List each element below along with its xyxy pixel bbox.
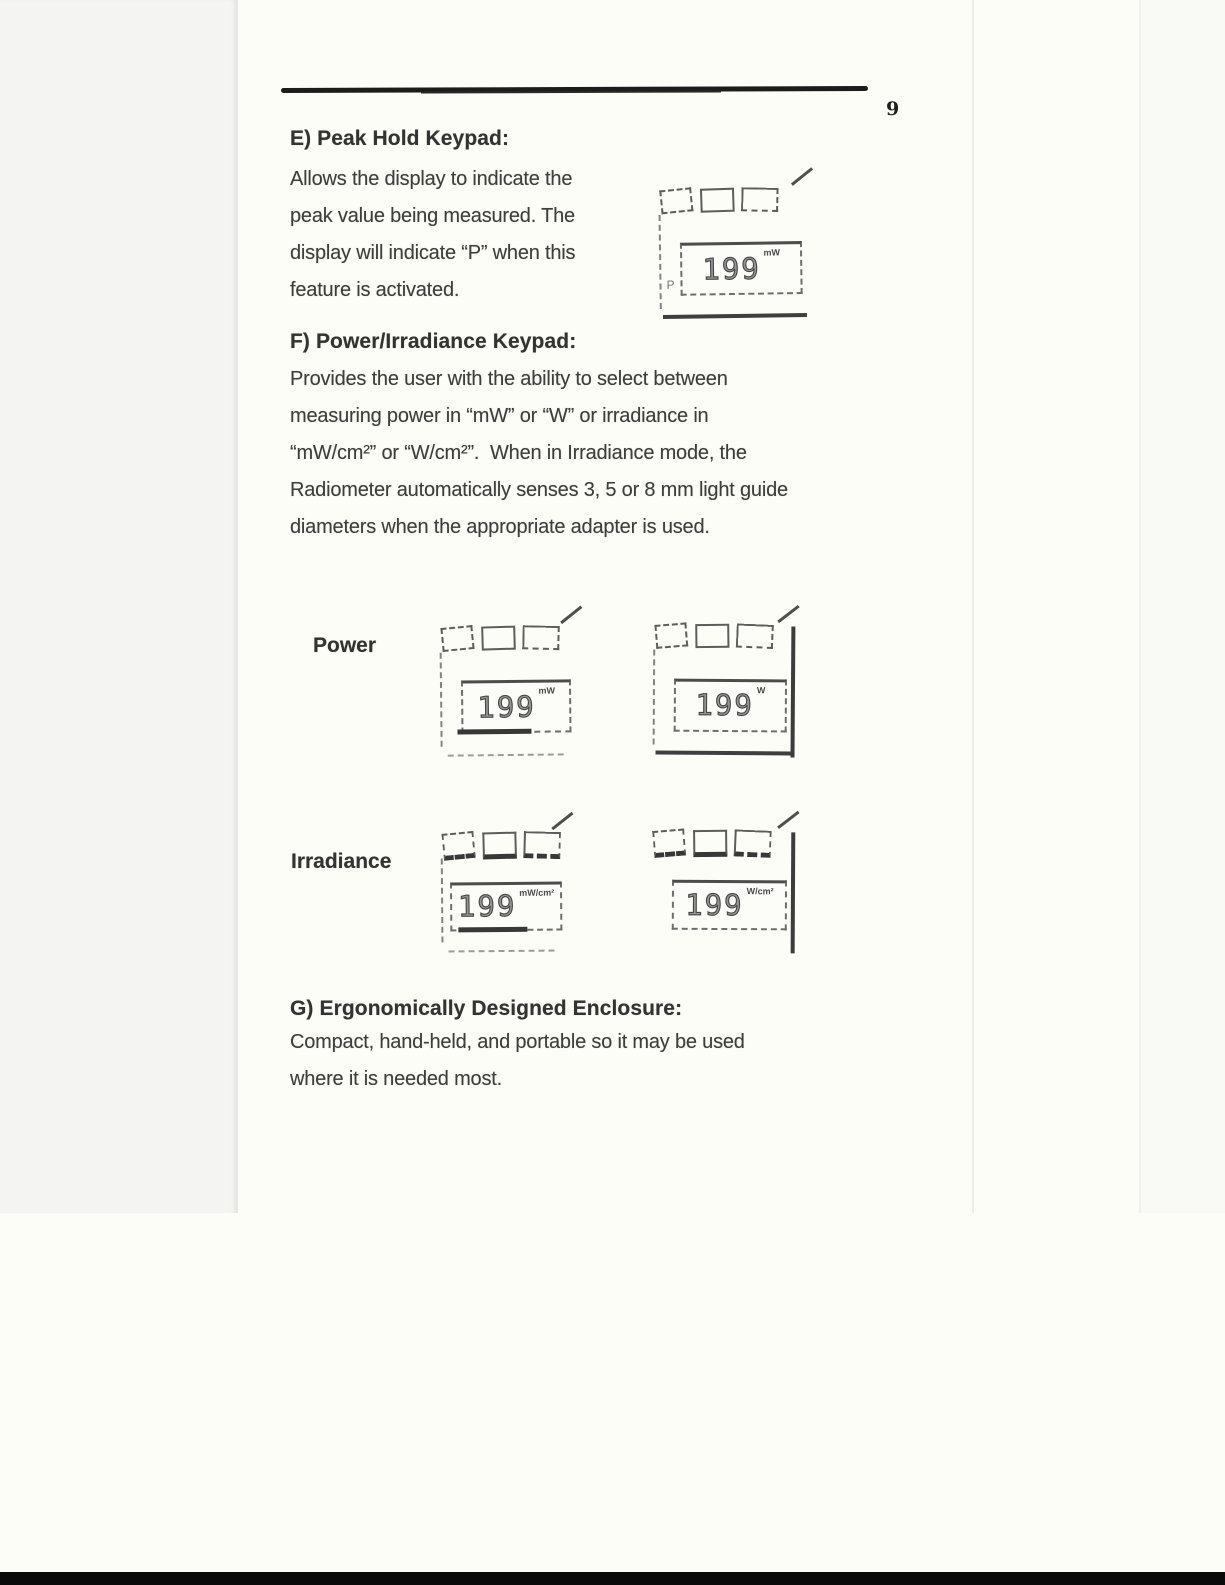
sketch-pen-stroke [777, 605, 799, 623]
sketch-left-edge [440, 653, 443, 747]
sketch-right-edge [791, 832, 796, 953]
keypad-button-sketch [736, 623, 774, 649]
lcd-display [674, 679, 787, 733]
header-rule [281, 86, 868, 93]
sketch-bottom-edge [663, 313, 807, 319]
sketch-pen-stroke [560, 606, 582, 625]
section-e-heading: E) Peak Hold Keypad: [290, 127, 510, 150]
sketch-left-edge [441, 859, 444, 943]
lcd-unit: mW [538, 685, 556, 697]
sketch-left-edge [653, 650, 656, 745]
section-e-body [290, 161, 575, 309]
body-line: diameters when the appropriate adapter is used. [290, 516, 710, 538]
power-w-display-sketch [650, 613, 796, 755]
lcd-unit: mW [763, 247, 781, 258]
peak-hold-display-sketch [655, 177, 811, 319]
sketch-bottom-edge [448, 753, 564, 756]
lcd-reading: 199 [457, 889, 517, 924]
section-f-body [290, 361, 788, 546]
irradiance-mw-display-sketch [437, 821, 570, 952]
power-mw-display-sketch [436, 615, 579, 756]
lcd-display [450, 881, 562, 931]
lcd-display [461, 680, 572, 734]
lcd-unit: W/cm² [746, 886, 774, 897]
sketch-pen-stroke [551, 812, 573, 831]
power-row-label: Power [313, 634, 377, 657]
keypad-button-sketch [700, 188, 735, 213]
irradiance-w-display-sketch [648, 820, 796, 952]
peak-indicator-mark: P [666, 277, 675, 292]
lcd-unit: W [756, 685, 766, 696]
sketch-bottom-edge [449, 950, 555, 953]
body-line: feature is activated. [290, 279, 460, 301]
sketch-base-line [458, 927, 527, 933]
body-line: peak value being measured. The [290, 205, 575, 227]
keypad-button-sketch [734, 829, 772, 857]
section-g-body [290, 1024, 745, 1098]
keypad-button-sketch [695, 624, 729, 648]
scan-margin-right [1141, 0, 1225, 1213]
page-edge-line [1139, 0, 1141, 1213]
lcd-unit: mW/cm² [519, 887, 555, 898]
page-edge-line [972, 0, 974, 1213]
section-f-heading: F) Power/Irradiance Keypad: [290, 330, 577, 353]
page-number: 9 [886, 98, 900, 120]
keypad-button-sketch [693, 830, 727, 857]
keypad-button-sketch [440, 625, 474, 652]
body-line: Compact, hand-held, and portable so it may be used [290, 1031, 745, 1053]
body-line: where it is needed most. [290, 1068, 502, 1090]
body-line: Provides the user with the ability to select between [290, 368, 728, 390]
body-line: measuring power in “mW” or “W” or irradiance in [290, 405, 709, 427]
sketch-left-edge [659, 215, 662, 309]
scan-bottom-bar [0, 1572, 1225, 1585]
body-line: display will indicate “P” when this [290, 242, 576, 264]
body-line: Allows the display to indicate the [290, 168, 573, 190]
keypad-button-sketch [441, 831, 475, 861]
keypad-button-sketch [654, 622, 688, 648]
irradiance-row-label: Irradiance [291, 850, 392, 873]
sketch-bottom-edge [656, 751, 791, 756]
sketch-pen-stroke [777, 811, 799, 829]
keypad-button-sketch [741, 187, 778, 212]
keypad-button-sketch [482, 832, 517, 860]
lcd-reading: 199 [702, 251, 761, 287]
lcd-display [666, 241, 803, 295]
lcd-display [672, 880, 787, 930]
lcd-reading: 199 [477, 689, 536, 725]
lcd-reading: 199 [685, 887, 744, 923]
keypad-button-sketch [523, 831, 561, 859]
lcd-reading: 199 [695, 688, 754, 723]
keypad-button-sketch [522, 625, 560, 650]
section-g-heading: G) Ergonomically Designed Enclosure: [290, 997, 683, 1020]
body-line: Radiometer automatically senses 3, 5 or 8 mm light guide [290, 479, 788, 501]
sketch-right-edge [790, 626, 795, 757]
scan-margin-left [0, 0, 238, 1213]
keypad-button-sketch [652, 828, 686, 858]
keypad-button-sketch [659, 187, 693, 214]
sketch-base-line [457, 729, 531, 735]
sketch-pen-stroke [791, 167, 813, 186]
keypad-button-sketch [481, 626, 516, 651]
body-line: “mW/cm²” or “W/cm²”. When in Irradiance mode, the [290, 442, 747, 464]
